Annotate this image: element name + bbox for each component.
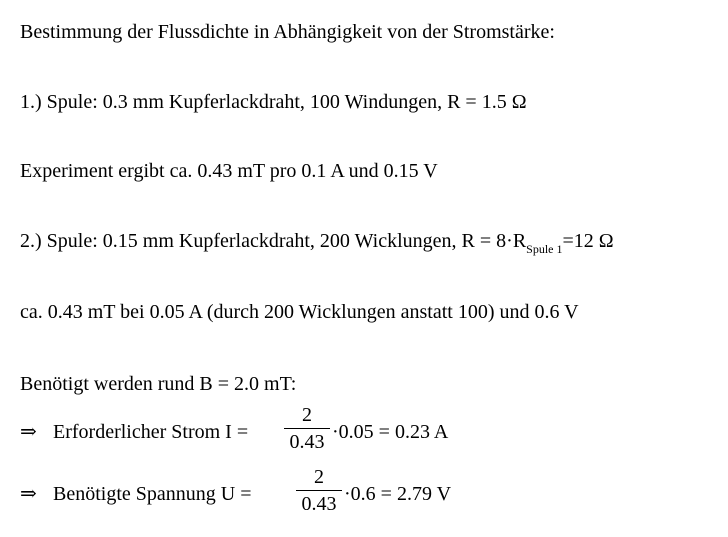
voltage-label: Benötigte Spannung U = xyxy=(53,483,252,505)
current-result: ·0.05 = 0.23 A xyxy=(332,421,449,443)
coil2-line xyxy=(20,229,614,255)
heading: Bestimmung der Flussdichte in Abhängigkeit von der Stromstärke: xyxy=(20,21,555,43)
voltage-fraction xyxy=(296,466,342,515)
multiply-dot: · xyxy=(506,230,513,252)
coil2-result: ca. 0.43 mT bei 0.05 A (durch 200 Wicklungen anstatt 100) und 0.6 V xyxy=(20,301,579,323)
voltage-arrow: ⇒ xyxy=(20,483,37,505)
resistance-subscript: Spule 1 xyxy=(526,242,563,256)
fraction-bar xyxy=(284,428,330,429)
voltage-denominator: 0.43 xyxy=(301,493,337,515)
voltage-numerator: 2 xyxy=(314,466,324,488)
resistance-symbol: R xyxy=(512,230,527,252)
current-arrow: ⇒ xyxy=(20,421,37,443)
fraction-bar xyxy=(296,490,342,491)
current-numerator: 2 xyxy=(302,404,312,426)
coil2-suffix: =12 Ω xyxy=(562,230,614,252)
current-label: Erforderlicher Strom I = xyxy=(53,421,249,443)
coil1-result: Experiment ergibt ca. 0.43 mT pro 0.1 A und 0.15 V xyxy=(20,160,438,182)
current-denominator: 0.43 xyxy=(289,431,325,453)
needed-field: Benötigt werden rund B = 2.0 mT: xyxy=(20,373,297,395)
coil1-line: 1.) Spule: 0.3 mm Kupferlackdraht, 100 Windungen, R = 1.5 Ω xyxy=(20,91,527,113)
coil2-prefix: 2.) Spule: 0.15 mm Kupferlackdraht, 200 Wicklungen, R = 8 xyxy=(20,230,507,252)
current-fraction xyxy=(284,404,330,453)
voltage-result: ·0.6 = 2.79 V xyxy=(344,483,452,505)
